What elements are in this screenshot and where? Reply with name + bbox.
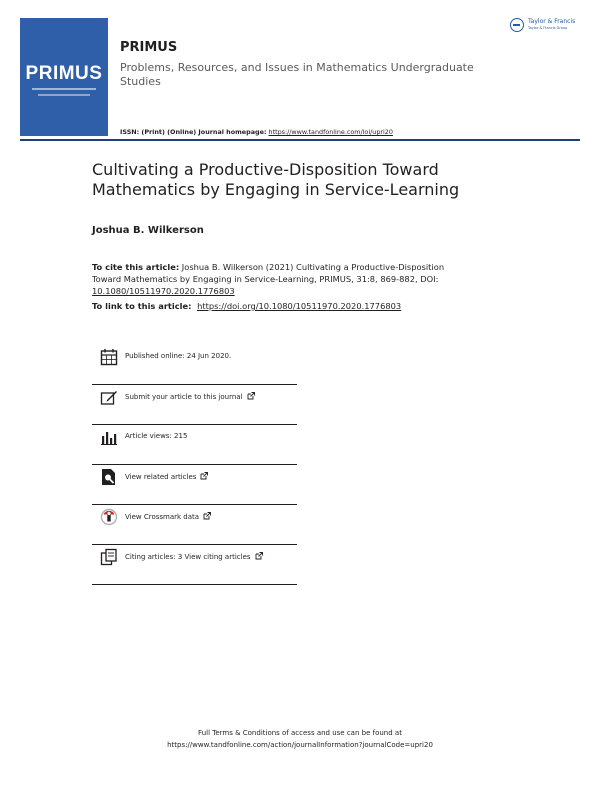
external-link-icon: [247, 392, 255, 400]
bar-chart-icon: [100, 428, 118, 446]
article-doi-url[interactable]: https://doi.org/10.1080/10511970.2020.1776803: [197, 301, 402, 311]
article-views-row: [92, 425, 297, 465]
metric-label[interactable]: [125, 552, 263, 561]
publisher-logo[interactable]: [510, 16, 588, 40]
citation-block: [92, 261, 467, 297]
journal-cover: [20, 18, 108, 136]
publisher-name: Taylor & Francis: [528, 18, 576, 25]
metric-label[interactable]: [125, 512, 211, 521]
citation-label: To cite this article:: [92, 262, 180, 272]
footer-journal-info-link[interactable]: https://www.tandfonline.com/action/journalInformation?journalCode=upri20: [167, 741, 433, 749]
journal-homepage-link[interactable]: https://www.tandfonline.com/loi/upri20: [268, 128, 393, 136]
article-title: Cultivating a Productive-Disposition Toward Mathematics by Engaging in Service-Learning: [92, 160, 460, 199]
metric-label: Article views: 215: [125, 432, 188, 440]
published-online-row: [92, 345, 297, 385]
citing-icon: [100, 548, 118, 566]
external-link-icon: [255, 552, 263, 560]
external-link-icon: [200, 472, 208, 480]
citing-articles-link[interactable]: Citing articles: 3 View citing articles: [125, 553, 251, 561]
citation-text: Joshua B. Wilkerson (2021) Cultivating a Productive-Disposition Toward Mathematics by Engaging in Service-Learning, PRIMUS, 31:8, 869-882, DOI:: [92, 262, 445, 284]
submit-article-link[interactable]: Submit your article to this journal: [125, 393, 243, 401]
globe-icon: [510, 18, 524, 32]
cover-decoration: [38, 94, 90, 96]
citing-articles-row[interactable]: [92, 545, 297, 585]
issn-line: [120, 128, 393, 136]
crossmark-icon: [100, 508, 118, 526]
article-author: Joshua B. Wilkerson: [92, 225, 204, 236]
article-link-line: [92, 301, 401, 311]
publisher-group: Taylor & Francis Group: [528, 26, 568, 30]
metric-label[interactable]: [125, 472, 208, 481]
related-articles-row[interactable]: [92, 465, 297, 505]
footer: [0, 727, 600, 751]
cover-decoration: [32, 88, 96, 90]
crossmark-row[interactable]: [92, 505, 297, 545]
cover-title: PRIMUS: [25, 63, 103, 84]
article-link-label: To link to this article:: [92, 301, 192, 311]
search-document-icon: [100, 468, 118, 486]
journal-subtitle: Problems, Resources, and Issues in Mathematics Undergraduate Studies: [120, 61, 474, 88]
related-articles-link[interactable]: View related articles: [125, 473, 197, 481]
crossmark-link[interactable]: View Crossmark data: [125, 513, 200, 521]
submit-article-row[interactable]: [92, 385, 297, 425]
footer-terms-text: Full Terms & Conditions of access and use can be found at: [198, 729, 402, 737]
header-divider: [20, 139, 580, 141]
external-link-icon: [203, 512, 211, 520]
metric-label[interactable]: [125, 392, 255, 401]
row-divider: [92, 584, 297, 585]
metric-label: Published online: 24 Jun 2020.: [125, 352, 232, 360]
calendar-icon: [100, 348, 118, 366]
citation-doi-link[interactable]: 10.1080/10511970.2020.1776803: [92, 286, 235, 296]
edit-icon: [100, 388, 118, 406]
journal-name: PRIMUS: [120, 40, 178, 55]
issn-label: ISSN: (Print) (Online) Journal homepage:: [120, 128, 267, 136]
